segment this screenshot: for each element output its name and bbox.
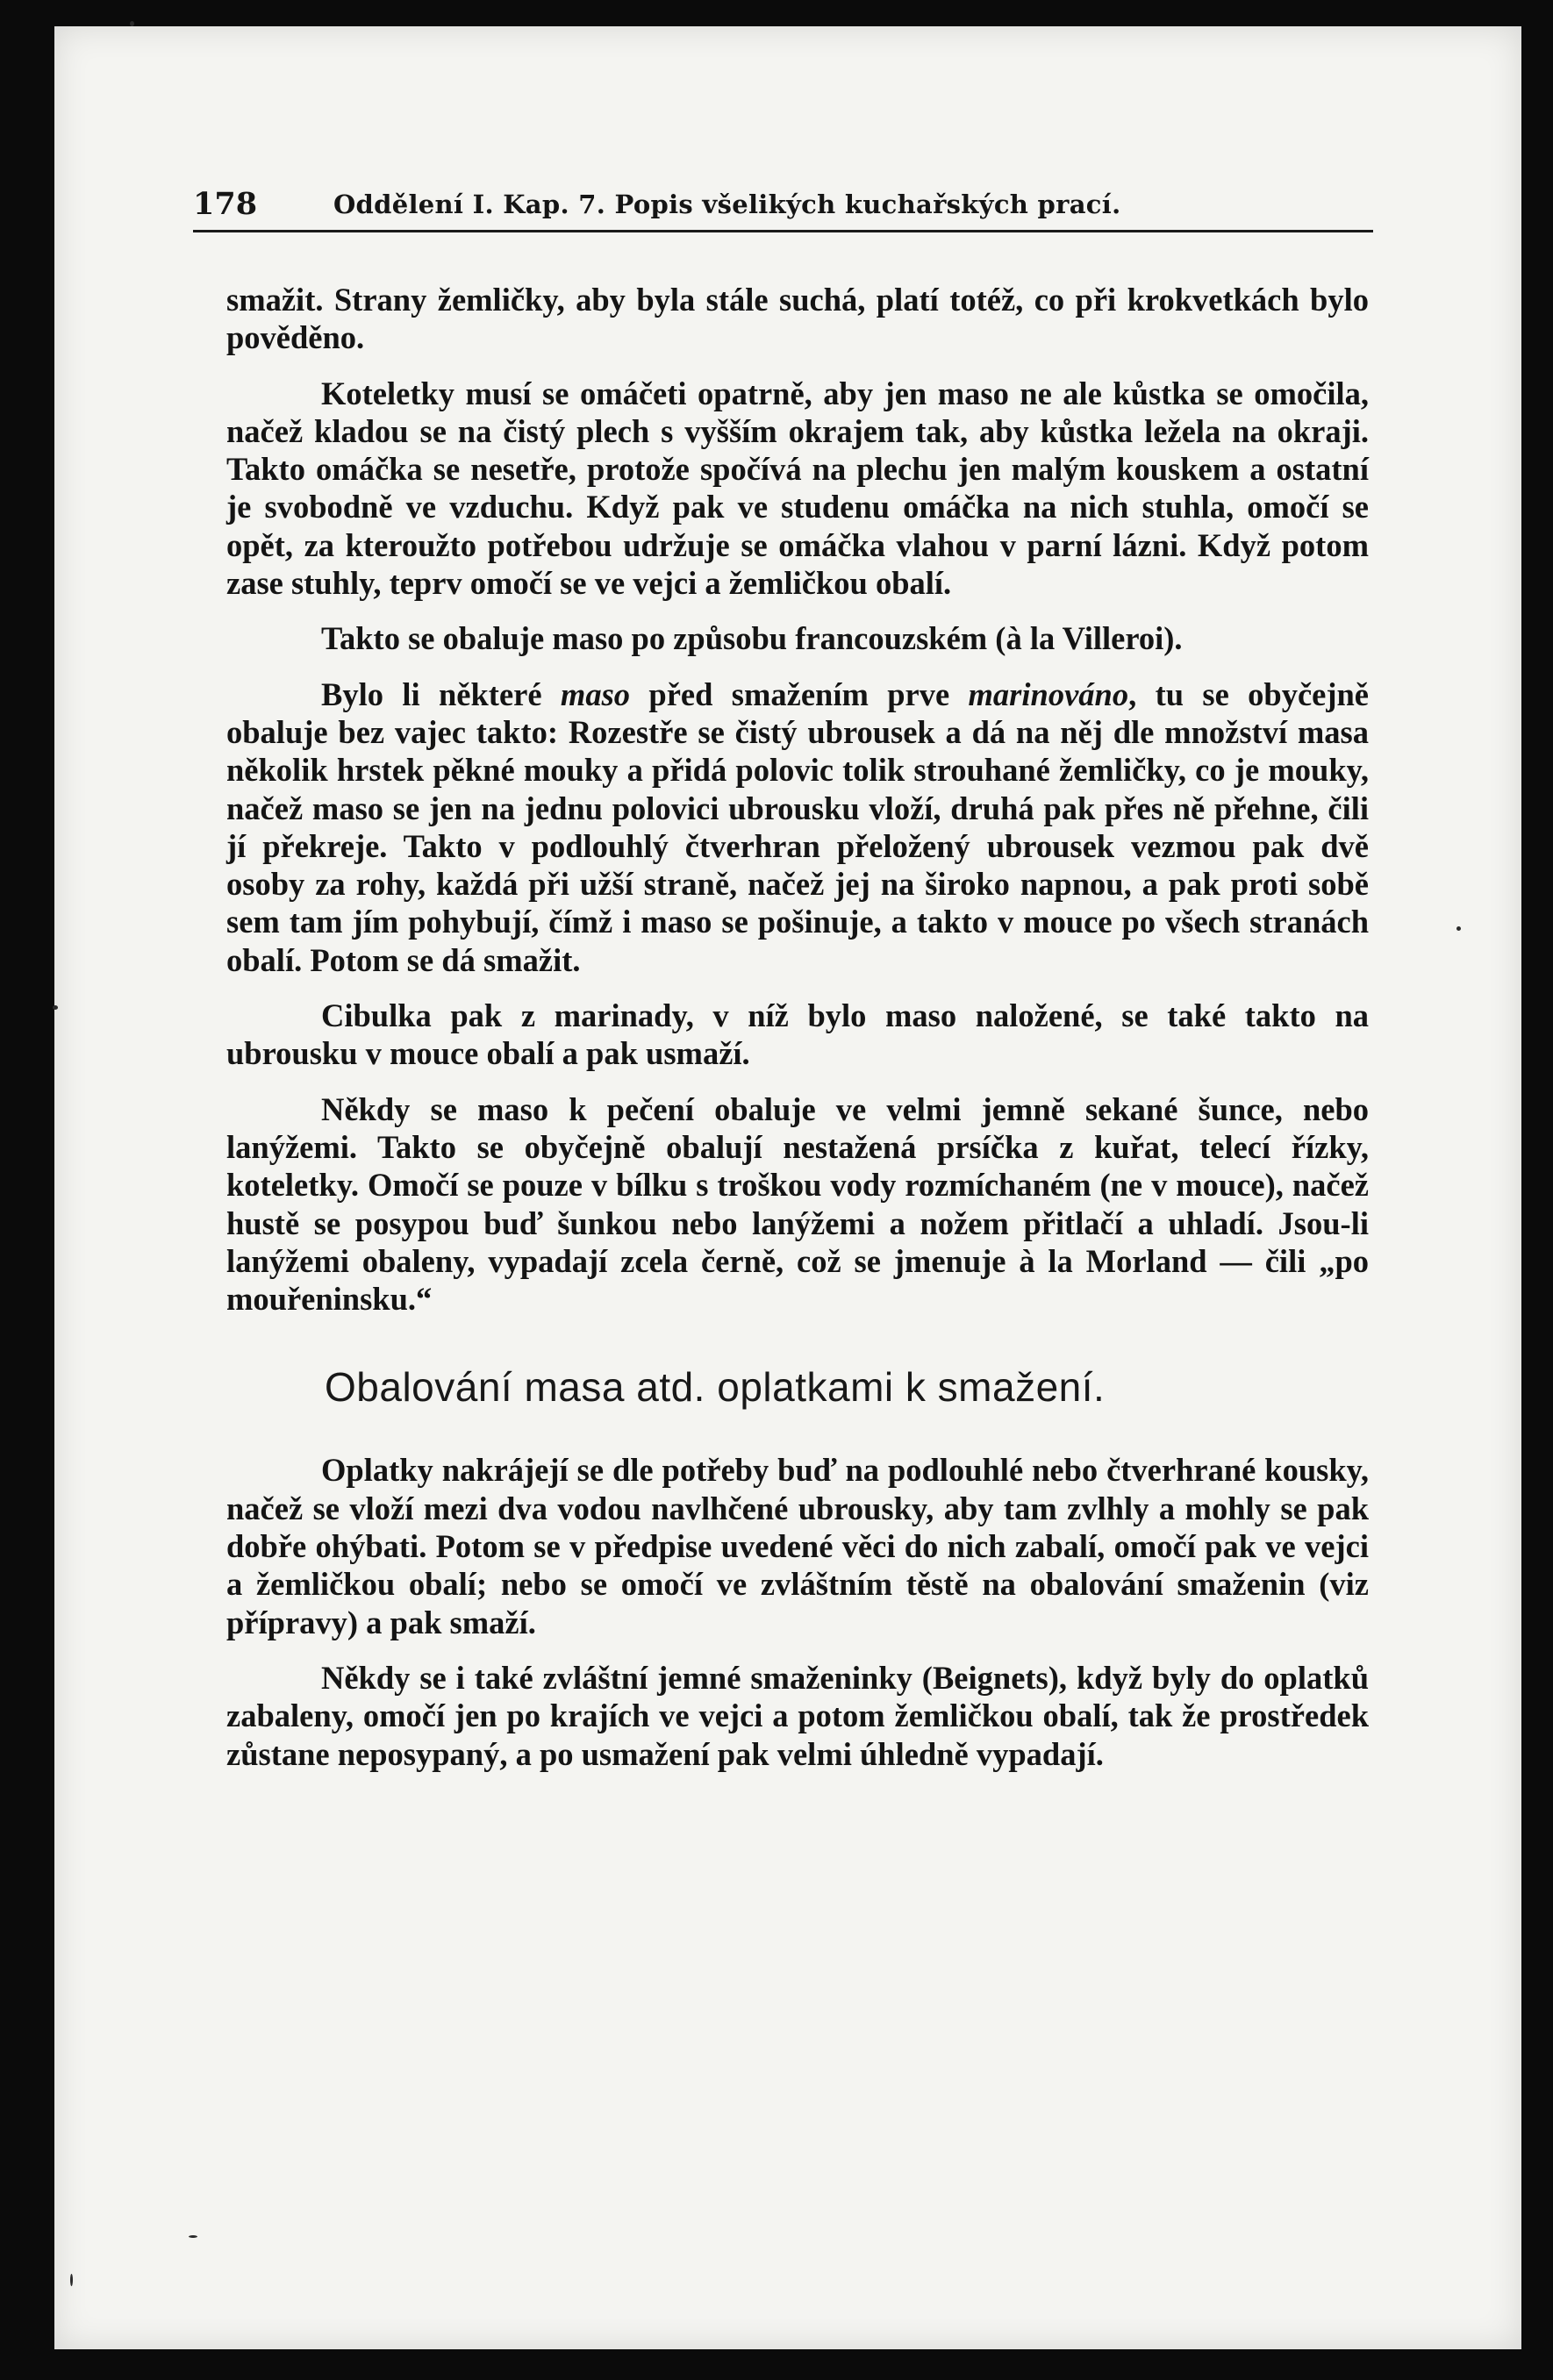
page-header (193, 184, 1373, 232)
paragraph (226, 281, 1369, 357)
paragraph (226, 375, 1369, 603)
text-run: Někdy se i také zvláštní jemné smaženinky (Beignets), když byly do oplatků zabaleny, omočí jen po krajích ve vejci a potom žemličkou obalí, tak že prostředek zůstane neposypaný, a po usmažení pak velmi úhledně vypadají. (226, 1659, 1369, 1772)
paragraph (226, 619, 1369, 657)
paragraph (226, 1659, 1369, 1773)
text-run: Někdy se maso k pečení obaluje ve velmi jemně sekané šunce, nebo lanýžemi. Takto se obyčejně obalují nestažená prsíčka z kuřat, telecí řízky, koteletky. Omočí se pouze v bílku s troškou vody rozmíchaném (ne v mouce), načež hustě se posypou buď šunkou nebo lanýžemi a nožem přitlačí a uhladí. Jsou-li lanýžemi obaleny, vypadají zcela černě, což se jmenuje à la Morland — čili „po mouřeninsku.“ (226, 1090, 1369, 1318)
body-text (226, 281, 1369, 1790)
dust-speck (53, 1005, 58, 1010)
text-run: , tu se obyčejně obaluje bez vajec takto: Rozestře se čistý ubrousek a dá na něj dle množství masa několik hrstek pěkné mouky a přidá polovic tolik strouhané žemličky, co je mouky, načež maso se jen na jednu polovici ubrousku vloží, druhá pak přes ně přehne, čili jí překreje. Takto v podlouhlý čtverhran přeložený ubrousek vezmou pak dvě osoby za rohy, každá při užší straně, načež jej na široko napnou, a pak proti sobě sem tam jím pohybují, čímž i maso se pošinuje, a takto v mouce po všech stranách obalí. Potom se dá smažit. (226, 675, 1370, 978)
text-run: Koteletky musí se omáčeti opatrně, aby jen maso ne ale kůstka se omočila, načež kladou se na čistý plech s vyšším okrajem tak, aby kůstka ležela na okraji. Takto omáčka se nesetře, protože spočívá na plechu jen malým kouskem a ostatní je svobodně ve vzduchu. Když pak ve studenu omáčka na nich stuhla, omočí se opět, za kteroužto potřebou udržuje se omáčka vlahou v parní lázni. Když potom zase stuhly, teprv omočí se ve vejci a žemličkou obalí. (226, 375, 1369, 602)
text-run: před smažením prve (630, 675, 969, 712)
paragraph (226, 997, 1369, 1073)
dust-speck (130, 21, 134, 26)
text-run: Takto se obaluje maso po způsobu francouzském (à la Villeroi). (321, 620, 1183, 657)
paragraph (226, 1090, 1369, 1319)
italic-term: marinováno (968, 675, 1129, 712)
dust-speck (70, 2274, 73, 2286)
text-run: Oplatky nakrájejí se dle potřeby buď na podlouhlé nebo čtverhrané kousky, načež se vloží mezi dva vodou navlhčené ubrousky, aby tam zvlhly a mohly se pak dobře ohýbati. Potom se v předpise uvedené věci do nich zabalí, omočí pak ve vejci a žemličkou obalí; nebo se omočí ve zvláštním těstě na obalování smaženin (viz přípravy) a pak smaží. (226, 1452, 1369, 1640)
text-run: smažit. Strany žemličky, aby byla stále suchá, platí totéž, co při krokvetkách bylo pověděno. (226, 282, 1369, 356)
running-head: Oddělení I. Kap. 7. Popis všelikých kuchařských prací. (333, 189, 1121, 219)
paragraph-group (226, 281, 1369, 1318)
dust-speck (189, 2235, 197, 2238)
paragraph-group (226, 1451, 1369, 1772)
text-run: Bylo li některé (321, 675, 561, 712)
section-heading: Obalování masa atd. oplatkami k smažení. (325, 1364, 1106, 1411)
text-run: Cibulka pak z marinady, v níž bylo maso naložené, se také takto na ubrousku v mouce obalí a pak usmaží. (226, 997, 1369, 1072)
page-number: 178 (193, 186, 258, 222)
paragraph (226, 675, 1369, 979)
dust-speck (1456, 926, 1461, 931)
paragraph (226, 1451, 1369, 1640)
italic-term: maso (560, 675, 631, 712)
